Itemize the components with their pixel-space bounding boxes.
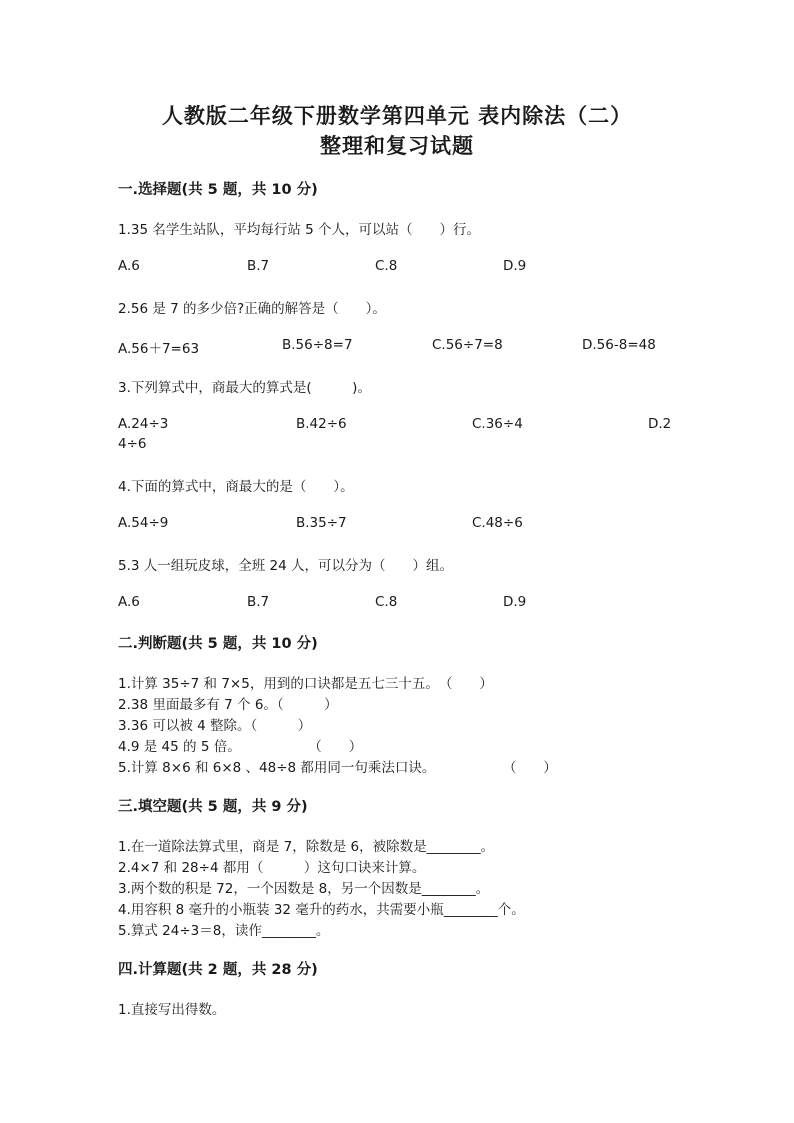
option-c: C.8 — [375, 594, 398, 610]
option-c: C.56÷7=8 — [432, 337, 503, 353]
page-title: 人教版二年级下册数学第四单元 表内除法（二） — [161, 104, 633, 128]
option-b: B.42÷6 — [296, 416, 347, 432]
option-d: D.9 — [503, 594, 527, 610]
option-c: C.8 — [375, 258, 398, 274]
question-text: 2.56 是 7 的多少倍?正确的解答是（ ）。 — [118, 301, 386, 317]
option-d: D.56-8=48 — [582, 337, 656, 353]
fill-item: 5.算式 24÷3＝8，读作________。 — [118, 923, 330, 939]
question-text: 4.下面的算式中，商最大的是（ ）。 — [118, 479, 354, 495]
fill-item: 4.用容积 8 毫升的小瓶装 32 毫升的药水，共需要小瓶________个。 — [118, 902, 525, 918]
section-heading-fill: 三.填空题(共 5 题，共 9 分) — [118, 799, 308, 815]
option-d: D.2 — [648, 416, 672, 432]
fill-item: 3.两个数的积是 72，一个因数是 8，另一个因数是________。 — [118, 881, 490, 897]
judge-item: 5.计算 8×6 和 6×8 、48÷8 都用同一句乘法口诀。 （ ） — [118, 760, 557, 776]
question-text: 5.3 人一组玩皮球，全班 24 人，可以分为（ ）组。 — [118, 558, 454, 574]
judge-item: 1.计算 35÷7 和 7×5，用到的口诀都是五七三十五。 （ ） — [118, 676, 493, 692]
section-heading-choice: 一.选择题(共 5 题，共 10 分) — [118, 182, 318, 198]
judge-item: 3.36 可以被 4 整除。（ ） — [118, 718, 312, 734]
option-d: D.9 — [503, 258, 527, 274]
option-a: A.24÷3 — [118, 416, 169, 432]
page-subtitle: 整理和复习试题 — [320, 134, 474, 158]
option-b: B.35÷7 — [296, 515, 347, 531]
option-a: A.6 — [118, 594, 140, 610]
fill-item: 1.在一道除法算式里，商是 7，除数是 6，被除数是________。 — [118, 839, 495, 855]
question-text: 1.35 名学生站队，平均每行站 5 个人，可以站（ ）行。 — [118, 222, 481, 238]
option-b: B.56÷8=7 — [282, 337, 353, 353]
question-text: 3.下列算式中，商最大的算式是( )。 — [118, 380, 371, 396]
option-b: B.7 — [247, 258, 270, 274]
option-d-wrap: 4÷6 — [118, 436, 147, 452]
judge-item: 4.9 是 45 的 5 倍。 （ ） — [118, 739, 363, 755]
option-a: A.54÷9 — [118, 515, 169, 531]
section-heading-calc: 四.计算题(共 2 题，共 28 分) — [118, 962, 318, 978]
option-c: C.48÷6 — [472, 515, 523, 531]
option-a: A.56＋7=63 — [118, 341, 200, 357]
calc-question: 1.直接写出得数。 — [118, 1002, 226, 1018]
option-b: B.7 — [247, 594, 270, 610]
option-c: C.36÷4 — [472, 416, 523, 432]
section-heading-judge: 二.判断题(共 5 题，共 10 分) — [118, 636, 318, 652]
option-a: A.6 — [118, 258, 140, 274]
judge-item: 2.38 里面最多有 7 个 6。（ ） — [118, 697, 338, 713]
fill-item: 2.4×7 和 28÷4 都用（ ）这句口诀来计算。 — [118, 860, 426, 876]
